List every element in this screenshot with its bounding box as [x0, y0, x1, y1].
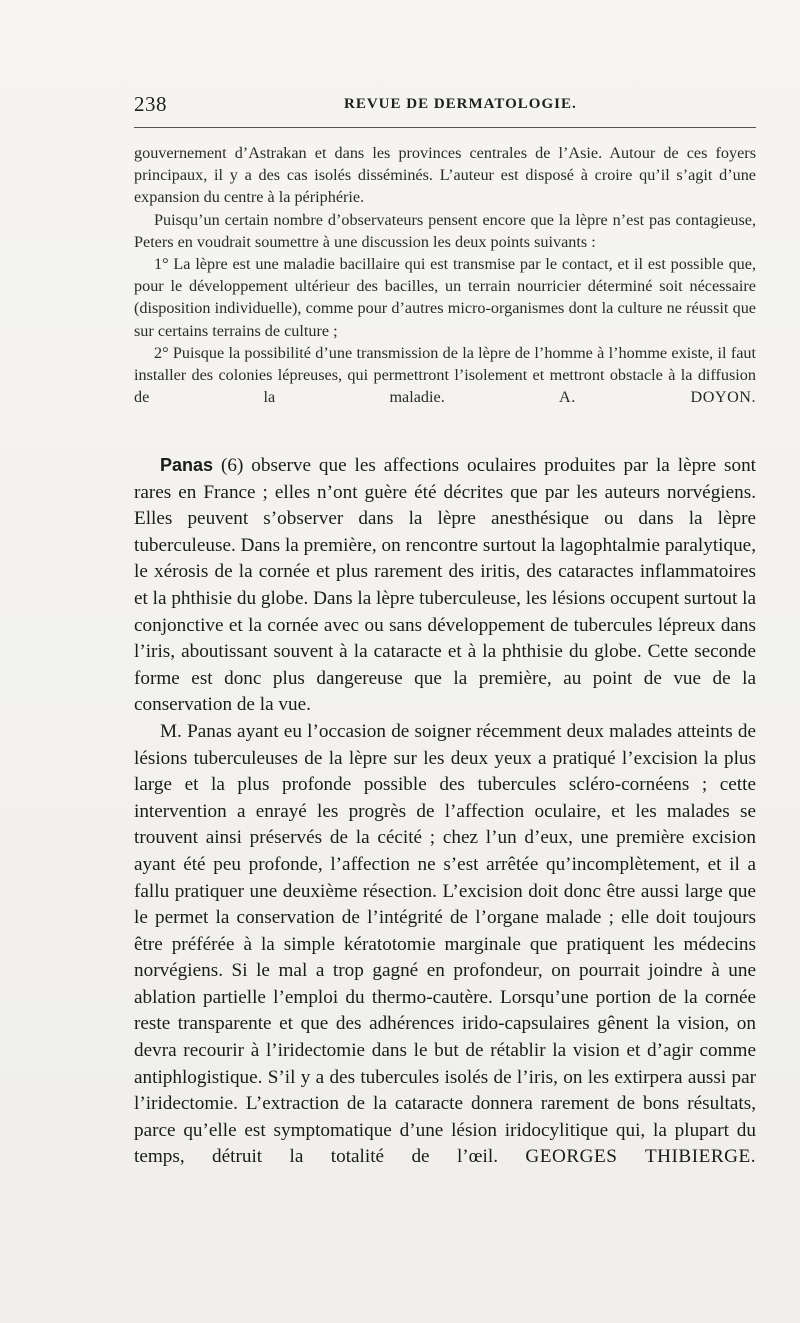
- paragraph-with-author: [134, 342, 756, 409]
- lead-word: Panas: [160, 455, 214, 475]
- paragraph: gouvernement d’Astrakan et dans les provinces centrales de l’Asie. Autour de ces foyers principaux, il y a des cas isolés disséminés. L’auteur est disposé à croire qu’il s’agit d’une expansion du centre à la périphérie.: [134, 144, 756, 207]
- paragraph-with-lead: [134, 452, 756, 719]
- paragraph: Puisqu’un certain nombre d’observateurs pensent encore que la lèpre n’est pas contagieuse, Peters en voudrait soumettre à une discussion les deux points suivants :: [134, 210, 756, 251]
- paragraph-text: 2° Puisque la possibilité d’une transmission de la lèpre de l’homme à l’homme existe, il faut installer des colonies lépreuses, qui permettront l’isolement et mettront obstacle à la diffusion de la maladie.: [134, 343, 756, 407]
- journal-title: REVUE DE DERMATOLOGIE.: [344, 96, 577, 112]
- paragraph-with-signature: [134, 719, 756, 1171]
- paragraph-text: (6) observe que les affections oculaires produites par la lèpre sont rares en France ; elles n’ont guère été décrites que par les auteurs norvégiens. Elles peuvent s’observer dans la lèpre anesthésique ou dans la lèpre tuberculeuse. Dans la première, on rencontre surtout la lagophtalmie paralytique, le xérosis de la cornée et plus rarement des iritis, des cataractes inflammatoires et la phthisie du globe. Dans la lèpre tuberculeuse, les lésions occupent surtout la conjonctive et la cornée avec ou sans développement de tubercules lépreux dans l’iris, aboutissant souvent à la cataracte et à la phthisie du globe. Cette seconde forme est donc plus dangereuse que la première, au point de vue de la conservation de la vue.: [134, 455, 756, 716]
- review-panas: [134, 452, 756, 1171]
- page-number: 238: [134, 92, 167, 116]
- author-signature: A. DOYON.: [559, 388, 757, 407]
- author-signature: GEORGES THIBIERGE.: [525, 1146, 756, 1168]
- paragraph-text: M. Panas ayant eu l’occasion de soigner récemment deux malades atteints de lésions tuberculeuses de la lèpre sur les deux yeux a pratiqué l’excision la plus large et la plus profonde possible des tubercules scléro-cornéens ; cette intervention a enrayé les progrès de l’affection oculaire, et les malades se trouvent ainsi préservés de la cécité ; chez l’un d’eux, une première excision ayant été peu profonde, l’affection ne s’est arrêtée qu’incomplètement, et il a fallu pratiquer une deuxième résection. L’excision doit donc être aussi large que le permet la conservation de l’intégrité de l’organe malade ; elle doit toujours être préférée à la simple kératotomie marginale que pratiquent les médecins norvégiens. Si le mal a trop gagné en profondeur, on pourrait joindre à une ablation partielle l’emploi du thermo-cautère. Lorsqu’une portion de la cornée reste transparente et que des adhérences irido-capsulaires gênent la vision, on devra recourir à l’iridectomie dans le but de rétablir la vision et d’agir comme antiphlogistique. S’il y a des tubercules isolés de l’iris, on les extirpera aussi par l’iridectomie. L’extraction de la cataracte donnera rarement de bons résultats, parce qu’elle est symptomatique d’une lésion iridocylitique qui, la plupart du temps, détruit la totalité de l’œil.: [134, 720, 756, 1168]
- header-rule: [134, 127, 756, 128]
- review-doyon: [134, 142, 756, 408]
- paragraph: 1° La lèpre est une maladie bacillaire qui est transmise par le contact, et il est possible que, pour le développement ultérieur des bacilles, un terrain nourricier déterminé soit nécessaire (disposition individuelle), comme pour d’autres micro-organismes dont la culture ne réussit que sur certains terrains de culture ;: [134, 255, 756, 340]
- running-header: [134, 92, 758, 120]
